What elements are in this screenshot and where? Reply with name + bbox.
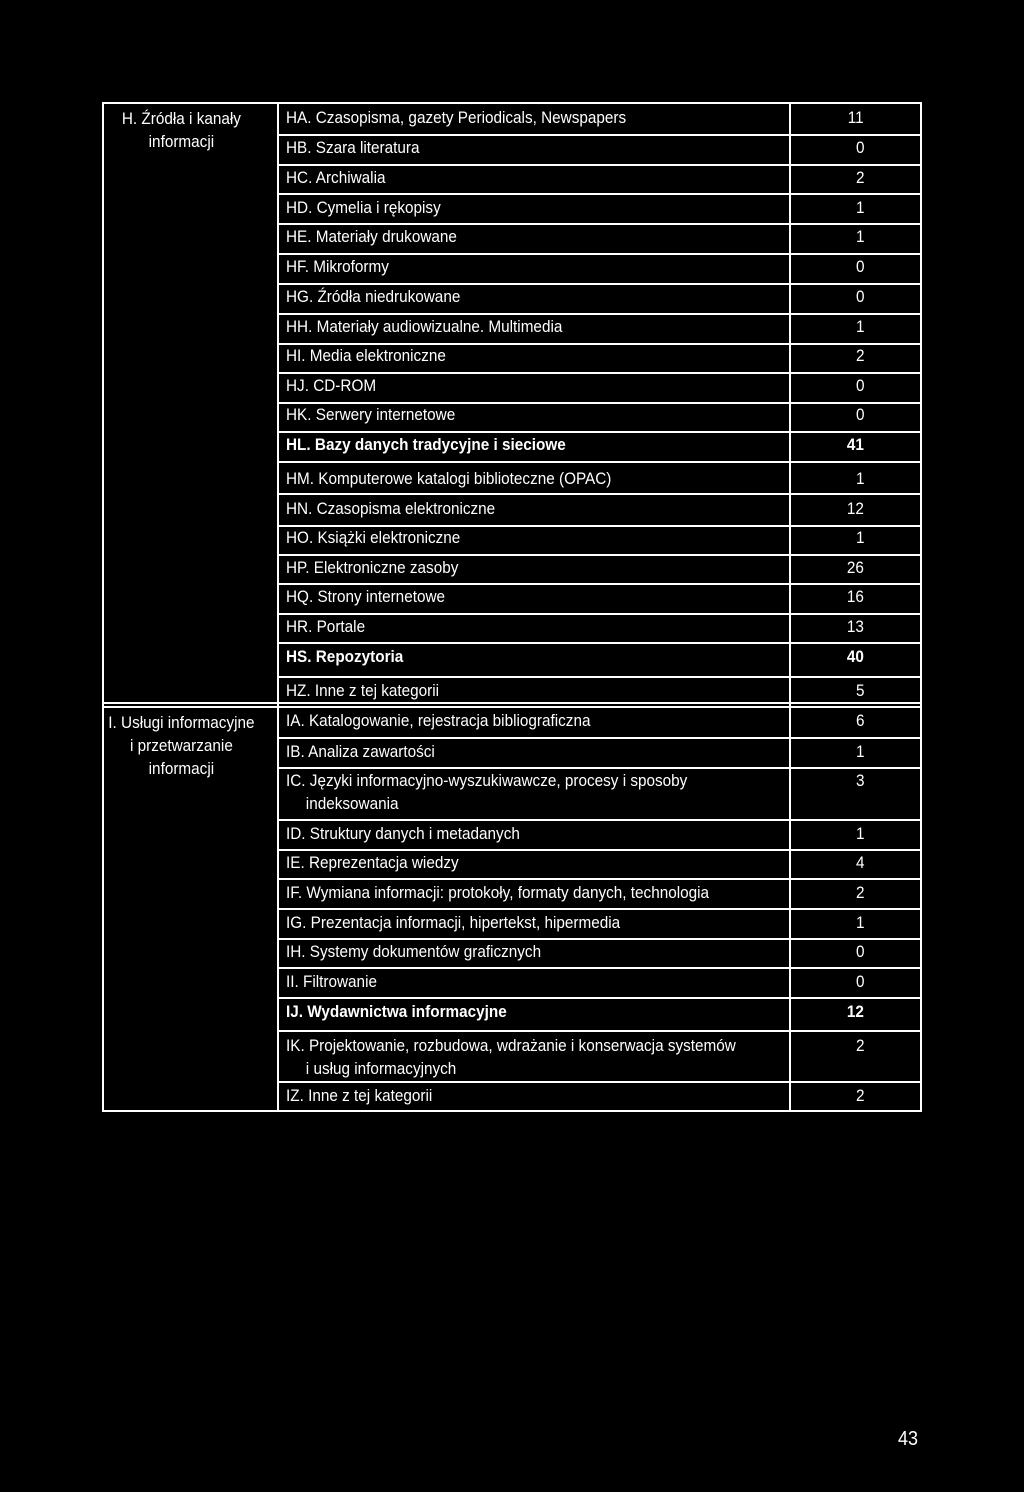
category-count: 16: [846, 587, 864, 606]
category-count: 1: [855, 198, 864, 217]
table-rule: [278, 737, 921, 739]
category-name: [286, 769, 736, 815]
category-count: 12: [846, 1002, 864, 1021]
category-name: HB. Szara literatura: [286, 138, 420, 157]
category-count: 3: [855, 771, 864, 790]
category-name: HK. Serwery internetowe: [286, 405, 456, 424]
category-name: HG. Źródła niedrukowane: [286, 287, 461, 306]
table-rule: [278, 461, 921, 463]
category-name: HD. Cymelia i rękopisy: [286, 198, 441, 217]
table-rule: [278, 706, 921, 708]
category-name: IB. Analiza zawartości: [286, 742, 435, 761]
table-rule: [102, 702, 922, 704]
category-count: 6: [855, 711, 864, 730]
category-count: 2: [855, 168, 864, 187]
category-name: HH. Materiały audiowizualne. Multimedia: [286, 317, 563, 336]
category-name: IZ. Inne z tej kategorii: [286, 1086, 433, 1105]
category-name-continuation: i usług informacyjnych: [305, 1059, 457, 1078]
category-name: IJ. Wydawnictwa informacyjne: [286, 1002, 507, 1021]
table-rule: [278, 193, 921, 195]
category-name: HE. Materiały drukowane: [286, 227, 457, 246]
category-name: HP. Elektroniczne zasoby: [286, 558, 459, 577]
table-rule: [278, 493, 921, 495]
category-count: 2: [855, 1036, 864, 1055]
category-count: 0: [855, 138, 864, 157]
category-name: HO. Książki elektroniczne: [286, 528, 461, 547]
table-rule: [278, 967, 921, 969]
category-name: HM. Komputerowe katalogi biblioteczne (OPAC): [286, 469, 612, 488]
category-name-line: IC. Języki informacyjno-wyszukiwawcze, procesy i sposoby: [286, 771, 688, 790]
category-count: 11: [848, 108, 864, 127]
category-count: 0: [855, 376, 864, 395]
category-name: HZ. Inne z tej kategorii: [286, 681, 440, 700]
category-count: 13: [846, 617, 864, 636]
category-count: 2: [855, 1086, 864, 1105]
category-name: IE. Reprezentacja wiedzy: [286, 853, 459, 872]
category-count: 1: [855, 528, 864, 547]
category-name: HN. Czasopisma elektroniczne: [286, 499, 496, 518]
table-rule: [278, 878, 921, 880]
category-count: 0: [855, 972, 864, 991]
category-count: 0: [855, 257, 864, 276]
category-count: 1: [855, 742, 864, 761]
table-rule: [278, 1030, 921, 1032]
category-count: 4: [855, 853, 864, 872]
category-count: 1: [855, 227, 864, 246]
category-count: 0: [855, 942, 864, 961]
category-count: 1: [855, 824, 864, 843]
category-name: HC. Archiwalia: [286, 168, 386, 187]
category-count: 5: [855, 681, 864, 700]
category-count: 2: [855, 883, 864, 902]
category-name: IA. Katalogowanie, rejestracja bibliograficzna: [286, 711, 591, 730]
category-count: 40: [846, 647, 864, 666]
category-name: HI. Media elektroniczne: [286, 346, 446, 365]
table-rule: [278, 908, 921, 910]
page-number: 43: [898, 1428, 919, 1450]
category-count: 12: [846, 499, 864, 518]
category-name: HL. Bazy danych tradycyjne i sieciowe: [286, 435, 566, 454]
category-count: 2: [855, 346, 864, 365]
category-name: HR. Portale: [286, 617, 366, 636]
category-count: 1: [855, 913, 864, 932]
table-rule: [278, 1081, 921, 1083]
category-count: 0: [855, 405, 864, 424]
category-name: HS. Repozytoria: [286, 647, 404, 666]
category-name: IG. Prezentacja informacji, hipertekst, hipermedia: [286, 913, 621, 932]
table-rule: [278, 997, 921, 999]
table-rule: [278, 642, 921, 644]
table-rule: [278, 676, 921, 678]
category-count: 41: [846, 435, 864, 454]
category-name-continuation: indeksowania: [305, 794, 399, 813]
table-rule: [278, 819, 921, 821]
category-name-line: IK. Projektowanie, rozbudowa, wdrażanie i konserwacja systemów: [286, 1036, 736, 1055]
category-name: HQ. Strony internetowe: [286, 587, 446, 606]
category-count: 1: [855, 317, 864, 336]
category-count: 1: [855, 469, 864, 488]
category-name: II. Filtrowanie: [286, 972, 377, 991]
category-name: HF. Mikroformy: [286, 257, 389, 276]
category-name: [286, 1034, 736, 1080]
section-label: H. Źródła i kanały informacji: [121, 109, 241, 151]
section-label: I. Usługi informacyjne i przetwarzanie informacji: [108, 713, 255, 778]
category-name: HJ. CD-ROM: [286, 376, 377, 395]
category-name: IH. Systemy dokumentów graficznych: [286, 942, 542, 961]
category-name: ID. Struktury danych i metadanych: [286, 824, 520, 843]
category-name: IF. Wymiana informacji: protokoły, formaty danych, technologia: [286, 883, 710, 902]
category-name: HA. Czasopisma, gazety Periodicals, Newspapers: [286, 108, 627, 127]
category-count: 0: [855, 287, 864, 306]
category-count: 26: [846, 558, 864, 577]
